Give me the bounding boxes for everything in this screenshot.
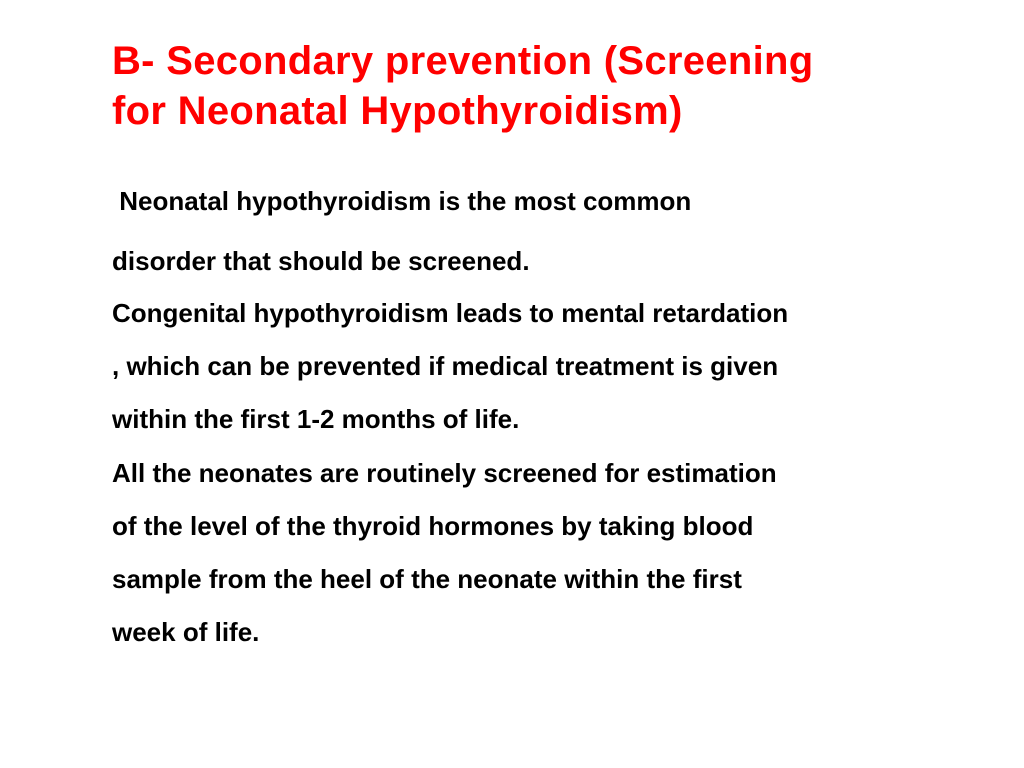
slide-title-line-1: B- Secondary prevention (Screening — [112, 39, 814, 83]
body-line-5: within the first 1-2 months of life. — [112, 404, 520, 434]
body-line-9: week of life. — [112, 617, 260, 647]
body-line-6: All the neonates are routinely screened for estimation — [112, 458, 777, 488]
body-line-2: disorder that should be screened. — [112, 246, 530, 276]
body-line-8: sample from the heel of the neonate within the first — [112, 564, 742, 594]
body-line-3: Congenital hypothyroidism leads to mental retardation — [112, 298, 789, 328]
body-line-4: , which can be prevented if medical treatment is given — [112, 351, 779, 381]
slide-title — [112, 36, 1012, 136]
body-line-1: Neonatal hypothyroidism is the most common — [112, 186, 692, 216]
body-line-7: of the level of the thyroid hormones by taking blood — [112, 511, 754, 541]
slide-title-line-2: for Neonatal Hypothyroidism) — [112, 89, 683, 133]
